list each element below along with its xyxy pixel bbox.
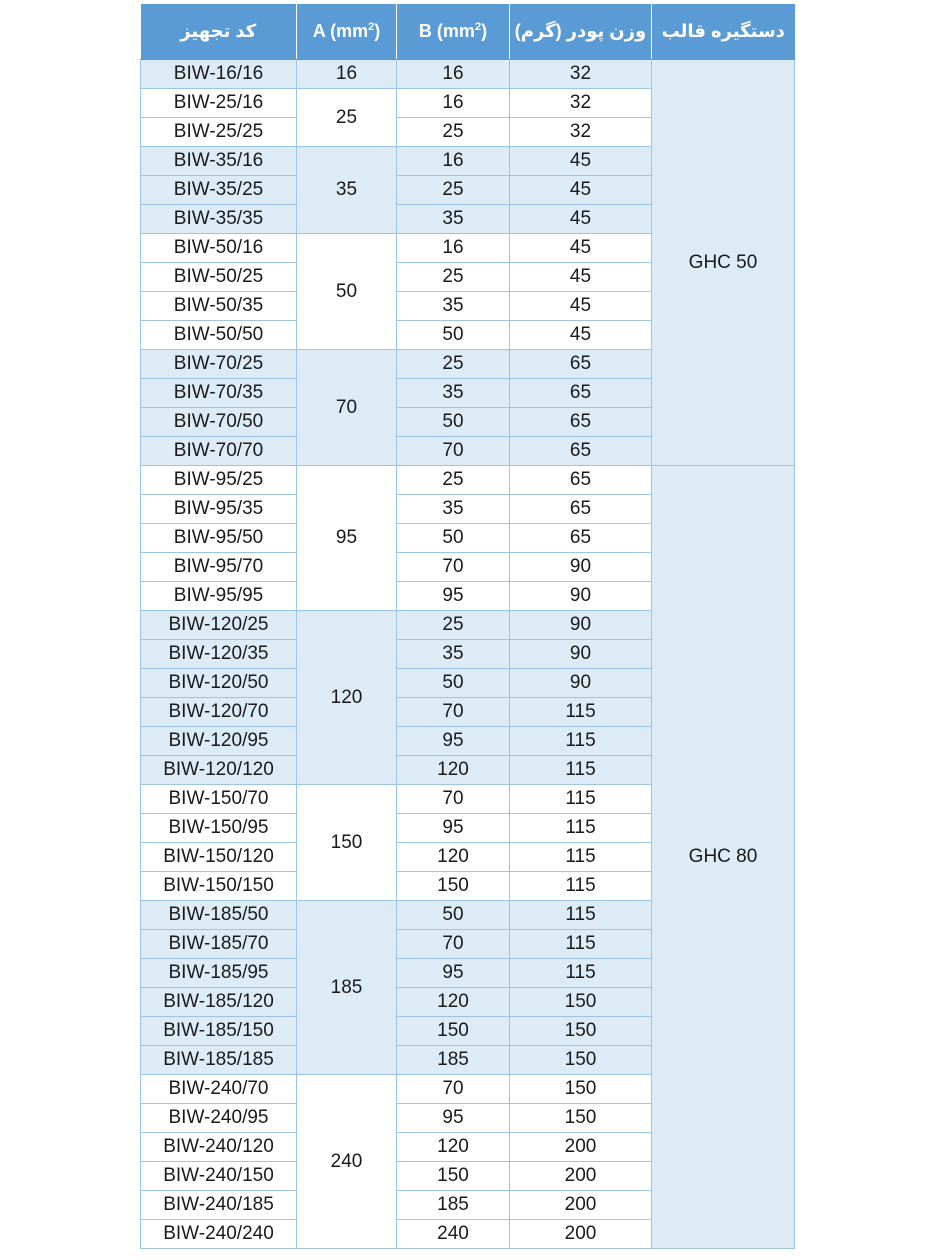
powder-weight-cell: 115 — [510, 959, 652, 988]
a-size-cell: 16 — [297, 60, 397, 89]
equipment-code-cell: BIW-120/70 — [141, 698, 297, 727]
equipment-code-cell: BIW-240/240 — [141, 1220, 297, 1249]
b-size-cell: 70 — [397, 1075, 510, 1104]
b-size-cell: 50 — [397, 524, 510, 553]
equipment-code-cell: BIW-120/120 — [141, 756, 297, 785]
powder-weight-cell: 115 — [510, 785, 652, 814]
b-size-cell: 35 — [397, 379, 510, 408]
header-row — [141, 4, 795, 60]
b-size-cell: 25 — [397, 611, 510, 640]
powder-weight-cell: 65 — [510, 495, 652, 524]
b-size-cell: 95 — [397, 814, 510, 843]
mold-handle-cell: GHC 50 — [652, 60, 795, 466]
powder-weight-cell: 45 — [510, 176, 652, 205]
equipment-code-cell: BIW-70/35 — [141, 379, 297, 408]
a-size-cell: 240 — [297, 1075, 397, 1249]
powder-weight-cell: 90 — [510, 582, 652, 611]
b-size-cell: 95 — [397, 959, 510, 988]
b-size-cell: 70 — [397, 553, 510, 582]
b-size-cell: 120 — [397, 756, 510, 785]
powder-weight-cell: 115 — [510, 930, 652, 959]
a-size-cell: 70 — [297, 350, 397, 466]
header-powder-weight: وزن پودر (گرم) — [510, 4, 652, 60]
equipment-code-cell: BIW-35/16 — [141, 147, 297, 176]
b-size-cell: 150 — [397, 1162, 510, 1191]
powder-weight-cell: 45 — [510, 263, 652, 292]
b-size-cell: 35 — [397, 292, 510, 321]
powder-weight-cell: 65 — [510, 350, 652, 379]
b-size-cell: 95 — [397, 582, 510, 611]
powder-weight-cell: 32 — [510, 60, 652, 89]
powder-weight-cell: 150 — [510, 1075, 652, 1104]
b-size-cell: 50 — [397, 321, 510, 350]
powder-weight-cell: 65 — [510, 524, 652, 553]
powder-weight-cell: 115 — [510, 872, 652, 901]
powder-weight-cell: 115 — [510, 727, 652, 756]
b-size-cell: 50 — [397, 901, 510, 930]
equipment-code-cell: BIW-70/70 — [141, 437, 297, 466]
powder-weight-cell: 90 — [510, 640, 652, 669]
b-size-cell: 25 — [397, 466, 510, 495]
b-size-cell: 70 — [397, 785, 510, 814]
equipment-code-cell: BIW-70/50 — [141, 408, 297, 437]
b-size-cell: 70 — [397, 698, 510, 727]
b-size-cell: 25 — [397, 350, 510, 379]
equipment-table — [140, 4, 795, 1249]
equipment-code-cell: BIW-185/70 — [141, 930, 297, 959]
equipment-code-cell: BIW-50/25 — [141, 263, 297, 292]
b-size-cell: 120 — [397, 1133, 510, 1162]
powder-weight-cell: 115 — [510, 843, 652, 872]
powder-weight-cell: 90 — [510, 611, 652, 640]
powder-weight-cell: 150 — [510, 988, 652, 1017]
mold-handle-cell: GHC 80 — [652, 466, 795, 1249]
equipment-code-cell: BIW-240/70 — [141, 1075, 297, 1104]
powder-weight-cell: 115 — [510, 756, 652, 785]
equipment-code-cell: BIW-35/25 — [141, 176, 297, 205]
powder-weight-cell: 150 — [510, 1104, 652, 1133]
header-a-mm2: A $(mm^2)$ — [297, 4, 397, 60]
b-size-cell: 35 — [397, 640, 510, 669]
b-size-cell: 50 — [397, 408, 510, 437]
equipment-code-cell: BIW-185/95 — [141, 959, 297, 988]
equipment-code-cell: BIW-95/70 — [141, 553, 297, 582]
header-b-mm2: B $(mm^2)$ — [397, 4, 510, 60]
equipment-code-cell: BIW-16/16 — [141, 60, 297, 89]
equipment-code-cell: BIW-240/185 — [141, 1191, 297, 1220]
b-size-cell: 35 — [397, 495, 510, 524]
b-size-cell: 120 — [397, 988, 510, 1017]
b-size-cell: 35 — [397, 205, 510, 234]
table-body — [141, 60, 795, 1249]
a-size-cell: 50 — [297, 234, 397, 350]
a-size-cell: 35 — [297, 147, 397, 234]
equipment-code-cell: BIW-150/70 — [141, 785, 297, 814]
b-size-cell: 16 — [397, 234, 510, 263]
equipment-code-cell: BIW-95/25 — [141, 466, 297, 495]
equipment-code-cell: BIW-35/35 — [141, 205, 297, 234]
b-size-cell: 240 — [397, 1220, 510, 1249]
powder-weight-cell: 90 — [510, 669, 652, 698]
powder-weight-cell: 45 — [510, 205, 652, 234]
b-size-cell: 150 — [397, 872, 510, 901]
powder-weight-cell: 115 — [510, 814, 652, 843]
powder-weight-cell: 115 — [510, 901, 652, 930]
equipment-code-cell: BIW-185/185 — [141, 1046, 297, 1075]
powder-weight-cell: 150 — [510, 1017, 652, 1046]
b-size-cell: 25 — [397, 118, 510, 147]
equipment-code-cell: BIW-185/120 — [141, 988, 297, 1017]
b-size-cell: 25 — [397, 176, 510, 205]
powder-weight-cell: 45 — [510, 234, 652, 263]
a-size-cell: 150 — [297, 785, 397, 901]
powder-weight-cell: 32 — [510, 118, 652, 147]
equipment-code-cell: BIW-120/25 — [141, 611, 297, 640]
powder-weight-cell: 200 — [510, 1133, 652, 1162]
b-size-cell: 95 — [397, 1104, 510, 1133]
equipment-code-cell: BIW-95/50 — [141, 524, 297, 553]
equipment-code-cell: BIW-240/120 — [141, 1133, 297, 1162]
equipment-code-cell: BIW-150/150 — [141, 872, 297, 901]
equipment-code-cell: BIW-185/50 — [141, 901, 297, 930]
b-size-cell: 50 — [397, 669, 510, 698]
equipment-code-cell: BIW-150/120 — [141, 843, 297, 872]
powder-weight-cell: 65 — [510, 408, 652, 437]
equipment-code-cell: BIW-25/25 — [141, 118, 297, 147]
equipment-code-cell: BIW-25/16 — [141, 89, 297, 118]
powder-weight-cell: 90 — [510, 553, 652, 582]
equipment-code-cell: BIW-240/95 — [141, 1104, 297, 1133]
b-size-cell: 120 — [397, 843, 510, 872]
powder-weight-cell: 200 — [510, 1162, 652, 1191]
equipment-code-cell: BIW-50/50 — [141, 321, 297, 350]
powder-weight-cell: 45 — [510, 147, 652, 176]
equipment-code-cell: BIW-185/150 — [141, 1017, 297, 1046]
powder-weight-cell: 45 — [510, 292, 652, 321]
b-size-cell: 185 — [397, 1046, 510, 1075]
table-row — [141, 466, 795, 495]
powder-weight-cell: 200 — [510, 1191, 652, 1220]
b-size-cell: 16 — [397, 147, 510, 176]
equipment-code-cell: BIW-50/35 — [141, 292, 297, 321]
equipment-code-cell: BIW-120/35 — [141, 640, 297, 669]
b-size-cell: 70 — [397, 930, 510, 959]
header-equipment-code: کد تجهیز — [141, 4, 297, 60]
a-size-cell: 25 — [297, 89, 397, 147]
powder-weight-cell: 200 — [510, 1220, 652, 1249]
equipment-code-cell: BIW-95/35 — [141, 495, 297, 524]
powder-weight-cell: 115 — [510, 698, 652, 727]
b-size-cell: 150 — [397, 1017, 510, 1046]
powder-weight-cell: 45 — [510, 321, 652, 350]
equipment-code-cell: BIW-150/95 — [141, 814, 297, 843]
b-size-cell: 25 — [397, 263, 510, 292]
equipment-code-cell: BIW-120/95 — [141, 727, 297, 756]
table-row — [141, 60, 795, 89]
a-size-cell: 185 — [297, 901, 397, 1075]
powder-weight-cell: 150 — [510, 1046, 652, 1075]
powder-weight-cell: 65 — [510, 379, 652, 408]
equipment-code-cell: BIW-240/150 — [141, 1162, 297, 1191]
equipment-code-cell: BIW-95/95 — [141, 582, 297, 611]
equipment-code-cell: BIW-50/16 — [141, 234, 297, 263]
b-size-cell: 16 — [397, 60, 510, 89]
powder-weight-cell: 32 — [510, 89, 652, 118]
b-size-cell: 70 — [397, 437, 510, 466]
b-size-cell: 185 — [397, 1191, 510, 1220]
equipment-code-cell: BIW-120/50 — [141, 669, 297, 698]
a-size-cell: 95 — [297, 466, 397, 611]
a-size-cell: 120 — [297, 611, 397, 785]
b-size-cell: 95 — [397, 727, 510, 756]
powder-weight-cell: 65 — [510, 437, 652, 466]
powder-weight-cell: 65 — [510, 466, 652, 495]
header-mold-handle: دستگیره قالب — [652, 4, 795, 60]
equipment-code-cell: BIW-70/25 — [141, 350, 297, 379]
b-size-cell: 16 — [397, 89, 510, 118]
